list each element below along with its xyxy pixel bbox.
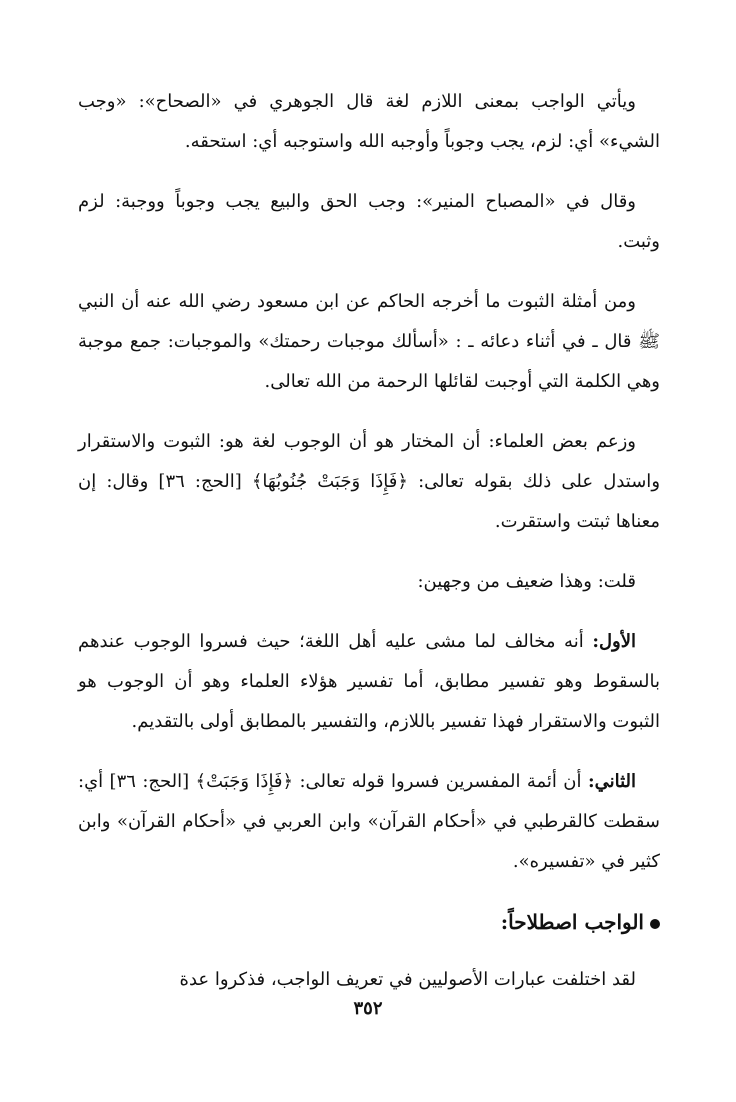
section-heading (78, 902, 660, 942)
first-point-text: أنه مخالف لما مشى عليه أهل اللغة؛ حيث فسروا الوجوب عندهم بالسقوط وهو تفسير مطابق، أما تفسير هؤلاء العلماء وهو أن الوجوب هو الثبوت والاستقرار فهذا تفسير باللازم، والتفسير بالمطابق أولى بالتقديم. (78, 631, 660, 732)
paragraph-weakness-intro: قلت: وهذا ضعيف من وجهين: (417, 571, 636, 592)
bullet-icon (650, 919, 660, 929)
paragraph-second-point (78, 762, 660, 882)
section-heading-text: الواجب اصطلاحاً: (500, 910, 644, 934)
paragraph-scholars-claim: وزعم بعض العلماء: أن المختار هو أن الوجوب لغة هو: الثبوت والاستقرار واستدل على ذلك بقوله تعالى: ﴿فَإِذَا وَجَبَتْ جُنُوبُهَا﴾ [الحج: ٣٦] وقال: إن معناها ثبتت واستقرت. (78, 431, 661, 532)
paragraph-lexical-meaning: ويأتي الواجب بمعنى اللازم لغة قال الجوهري في «الصحاح»: «وجب الشيء» أي: لزم، يجب وجوباً وأوجبه الله واستوجبه أي: استحقه. (78, 91, 660, 152)
first-point-lead: الأول: (592, 631, 636, 652)
paragraph-misbah-quote: وقال في «المصباح المنير»: وجب الحق والبيع يجب وجوباً ووجبة: لزم وثبت. (78, 191, 660, 252)
second-point-lead: الثاني: (587, 771, 636, 792)
paragraph-first-point (78, 622, 660, 742)
second-point-text: أن أئمة المفسرين فسروا قوله تعالى: ﴿فَإِذَا وَجَبَتْ﴾ [الحج: ٣٦] أي: سقطت كالقرطبي في «أحكام القرآن» وابن العربي في «أحكام القرآن» وابن كثير في «تفسيره». (78, 771, 660, 872)
paragraph-definition-intro: لقد اختلفت عبارات الأصوليين في تعريف الواجب، فذكروا عدة (179, 969, 636, 990)
paragraph-hadith-example: ومن أمثلة الثبوت ما أخرجه الحاكم عن ابن مسعود رضي الله عنه أن النبي ﷺ قال ـ في أثناء دعائه ـ : «أسألك موجبات رحمتك» والموجبات: جمع موجبة وهي الكلمة التي أوجبت لقائلها الرحمة من الله تعالى. (78, 291, 660, 392)
page-body (78, 82, 660, 1020)
page-number: ٣٥٢ (353, 998, 383, 1019)
